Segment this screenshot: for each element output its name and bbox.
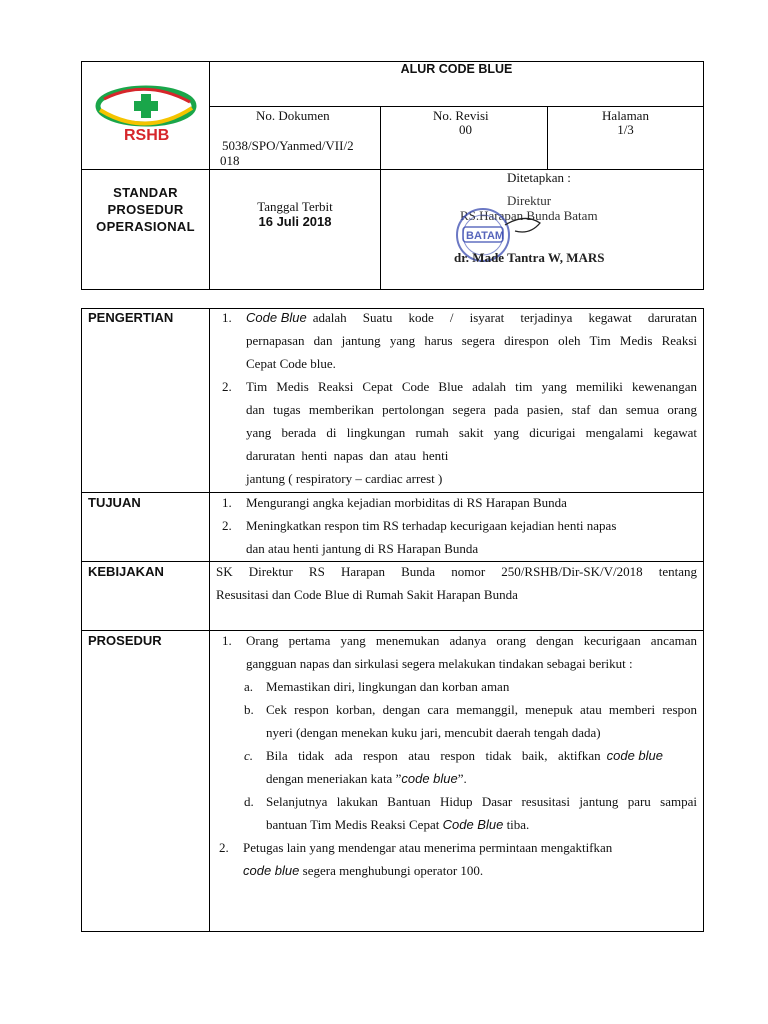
sub-list-letter: c. xyxy=(244,748,254,763)
doc-number-value-1: 5038/SPO/Yanmed/VII/2 xyxy=(222,138,354,153)
prosedur-c-line2 xyxy=(266,767,467,790)
list-number: 2. xyxy=(222,379,232,394)
rs-name: RS.Harapan Bunda Batam xyxy=(460,208,598,223)
list-number: 1. xyxy=(222,633,232,648)
kebijakan-line2: Resusitasi dan Code Blue di Rumah Sakit Harapan Bunda xyxy=(216,587,518,602)
pengertian-item2-line2: dan tugas memberikan pertolongan segera pada pasien, staf dan semua orang xyxy=(246,402,697,417)
direktur-label: Direktur xyxy=(507,193,552,208)
prosedur-b-line1: Cek respon korban, dengan cara memanggil, menepuk atau memberi respon xyxy=(266,702,697,717)
prosedur-item2-text: segera menghubungi operator 100. xyxy=(302,863,484,878)
section-tujuan-label: TUJUAN xyxy=(88,495,141,510)
ditetapkan-label: Ditetapkan : xyxy=(507,170,571,185)
section-pengertian-label: PENGERTIAN xyxy=(88,310,174,325)
signatory-name: dr. Made Tantra W, MARS xyxy=(454,250,605,265)
prosedur-d-text: tiba. xyxy=(506,817,530,832)
pengertian-item2-line3: yang berada di lingkungan rumah sakit yang dicurigai mengalami kegawat xyxy=(246,425,697,440)
logo-text: RSHB xyxy=(124,127,170,144)
sub-list-letter: b. xyxy=(244,702,254,717)
list-number: 1. xyxy=(222,495,232,510)
pengertian-item1-line2: pernapasan dan jantung yang harus segera direspon oleh Tim Medis Reaksi xyxy=(246,333,697,348)
halaman-value: 1/3 xyxy=(617,122,634,137)
prosedur-a: Memastikan diri, lingkungan dan korban aman xyxy=(266,679,510,694)
pengertian-item1-line3: Cepat Code blue. xyxy=(246,356,336,371)
prosedur-item1-line1: Orang pertama yang menemukan adanya orang dengan kecurigaan ancaman xyxy=(246,633,697,648)
pengertian-item2-line1: Tim Medis Reaksi Cepat Code Blue adalah tim yang memiliki kewenangan xyxy=(246,379,697,394)
tujuan-item1: Mengurangi angka kejadian morbiditas di RS Harapan Bunda xyxy=(246,495,567,510)
prosedur-d-line1: Selanjutnya lakukan Bantuan Hidup Dasar resusitasi jantung paru sampai xyxy=(266,794,697,809)
pengertian-item2-line5: jantung ( respiratory – cardiac arrest ) xyxy=(246,471,443,486)
tanggal-label: Tanggal Terbit xyxy=(257,199,333,214)
hospital-logo xyxy=(94,82,198,148)
list-number: 2. xyxy=(219,840,229,855)
revisi-label: No. Revisi xyxy=(433,108,489,123)
sub-list-letter: a. xyxy=(244,679,254,694)
section-kebijakan-label: KEBIJAKAN xyxy=(88,564,164,579)
code-blue-term: code blue xyxy=(401,771,458,786)
prosedur-c-line1 xyxy=(266,744,697,767)
code-blue-term: code blue xyxy=(243,863,300,878)
tanggal-value: 16 Juli 2018 xyxy=(258,214,332,229)
prosedur-item2-line1: Petugas lain yang mendengar atau menerima permintaan mengaktifkan xyxy=(243,840,613,855)
prosedur-item1-line2: gangguan napas dan sirkulasi segera melakukan tindakan sebagai berikut : xyxy=(246,656,633,671)
prosedur-d-line2 xyxy=(266,813,529,836)
revisi-value: 00 xyxy=(459,122,472,137)
list-number: 1. xyxy=(222,310,232,325)
kebijakan-line1: SK Direktur RS Harapan Bunda nomor 250/RSHB/Dir-SK/V/2018 tentang xyxy=(216,564,697,579)
prosedur-b-line2: nyeri (dengan menekan kuku jari, mencubit daerah tengah dada) xyxy=(266,725,601,740)
prosedur-d-text: bantuan Tim Medis Reaksi Cepat xyxy=(266,817,440,832)
section-prosedur-label: PROSEDUR xyxy=(88,633,162,648)
pengertian-item1-text: adalah Suatu kode / isyarat terjadinya kegawat daruratan xyxy=(312,310,697,325)
sub-list-letter: d. xyxy=(244,794,254,809)
sop-label xyxy=(82,184,209,235)
prosedur-item2-line2 xyxy=(243,859,483,882)
code-blue-term: Code Blue xyxy=(246,310,307,325)
pengertian-item1-line1 xyxy=(246,306,697,329)
tujuan-item2-line1: Meningkatkan respon tim RS terhadap kecurigaan kejadian henti napas xyxy=(246,518,617,533)
prosedur-c-text: Bila tidak ada respon atau respon tidak baik, aktifkan xyxy=(266,748,601,763)
code-blue-term: code blue xyxy=(606,748,663,763)
tujuan-item2-line2: dan atau henti jantung di RS Harapan Bunda xyxy=(246,541,479,556)
doc-number-label: No. Dokumen xyxy=(256,108,330,123)
sop-line-1: STANDAR xyxy=(113,185,178,200)
prosedur-c-text: dengan meneriakan kata ” xyxy=(266,771,402,786)
sop-line-2: PROSEDUR xyxy=(107,202,184,217)
document-title: ALUR CODE BLUE xyxy=(400,62,513,76)
doc-number-value-2: 018 xyxy=(220,153,240,168)
code-blue-term: Code Blue xyxy=(442,817,504,832)
prosedur-c-text: ”. xyxy=(457,771,467,786)
halaman-label: Halaman xyxy=(602,108,649,123)
sop-line-3: OPERASIONAL xyxy=(96,219,195,234)
stamp-text: BATAM xyxy=(466,230,505,242)
list-number: 2. xyxy=(222,518,232,533)
pengertian-item2-line4: daruratan henti napas dan atau henti xyxy=(246,448,449,463)
